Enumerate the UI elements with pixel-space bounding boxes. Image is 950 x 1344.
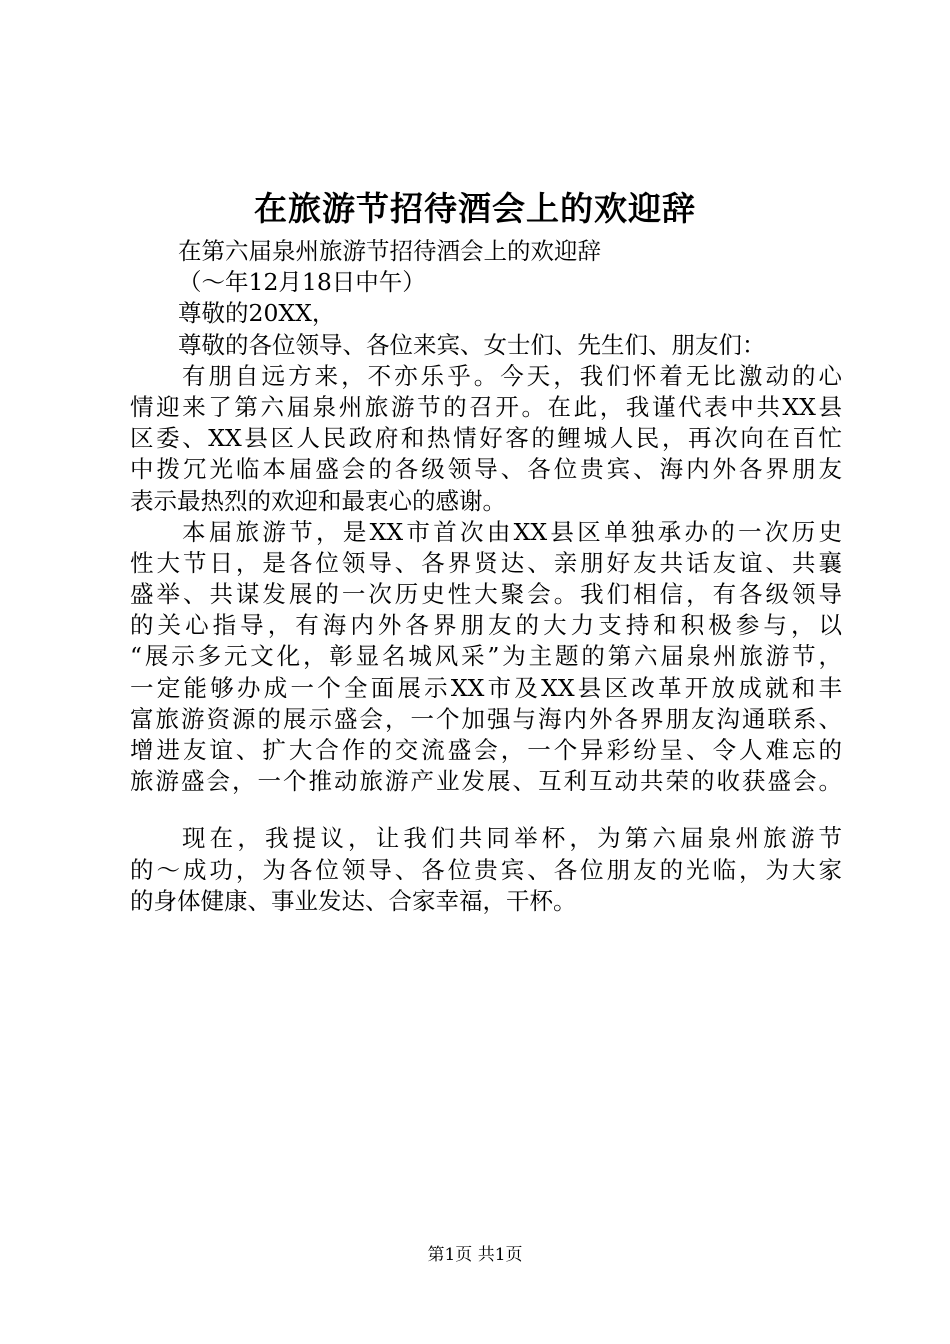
paragraph-line: 情迎来了第六届泉州旅游节的召开。在此，我谨代表中共XX县 [130, 392, 842, 421]
paragraph-line: 的关心指导，有海内外各界朋友的大力支持和积极参与，以 [130, 611, 842, 640]
paragraph-line: 现在，我提议，让我们共同举杯，为第六届泉州旅游节 [182, 824, 842, 853]
paragraph-line: 盛举、共谋发展的一次历史性大聚会。我们相信，有各级领导 [130, 580, 842, 609]
paragraph-line: 本届旅游节，是XX市首次由XX县区单独承办的一次历史 [182, 517, 842, 546]
paragraph-line: 旅游盛会，一个推动旅游产业发展、互利互动共荣的收获盛会。 [130, 767, 842, 796]
paragraph-line: 一定能够办成一个全面展示XX市及XX县区改革开放成就和丰 [130, 673, 842, 702]
paragraph-line: 增进友谊、扩大合作的交流盛会，一个异彩纷呈、令人难忘的 [130, 736, 842, 764]
paragraph-line: 的身体健康、事业发达、合家幸福，干杯。 [130, 886, 577, 915]
paragraph-line: 中拨冗光临本届盛会的各级领导、各位贵宾、海内外各界朋友 [130, 455, 842, 484]
paragraph-1 [130, 361, 842, 517]
paragraph-2 [130, 517, 842, 798]
paragraph-3 [130, 823, 842, 917]
subtitle-line: 在第六届泉州旅游节招待酒会上的欢迎辞 [178, 237, 601, 265]
paragraph-spacer [130, 797, 842, 823]
document-title: 在旅游节招待酒会上的欢迎辞 [254, 189, 696, 228]
document-body [130, 236, 842, 917]
salutation-line-2: 尊敬的各位领导、各位来宾、女士们、先生们、朋友们： [178, 330, 766, 359]
paragraph-line: 性大节日，是各位领导、各界贤达、亲朋好友共话友谊、共襄 [130, 548, 842, 577]
page-number-footer: 第1页 共1页 [427, 1245, 523, 1265]
paragraph-line: 富旅游资源的展示盛会，一个加强与海内外各界朋友沟通联系、 [130, 704, 842, 733]
paragraph-line: 有朋自远方来，不亦乐乎。今天，我们怀着无比激动的心 [182, 361, 842, 390]
salutation-line-1: 尊敬的20XX， [178, 299, 336, 328]
paragraph-line: 区委、XX县区人民政府和热情好客的鲤城人民，再次向在百忙 [130, 424, 842, 453]
paragraph-line: “展示多元文化，彰显名城风采”为主题的第六届泉州旅游节， [130, 642, 842, 671]
paragraph-line: 表示最热烈的欢迎和最衷心的感谢。 [130, 486, 506, 515]
paragraph-line: 的～成功，为各位领导、各位贵宾、各位朋友的光临，为大家 [130, 855, 842, 884]
date-line: （～年12月18日中午） [178, 268, 426, 297]
